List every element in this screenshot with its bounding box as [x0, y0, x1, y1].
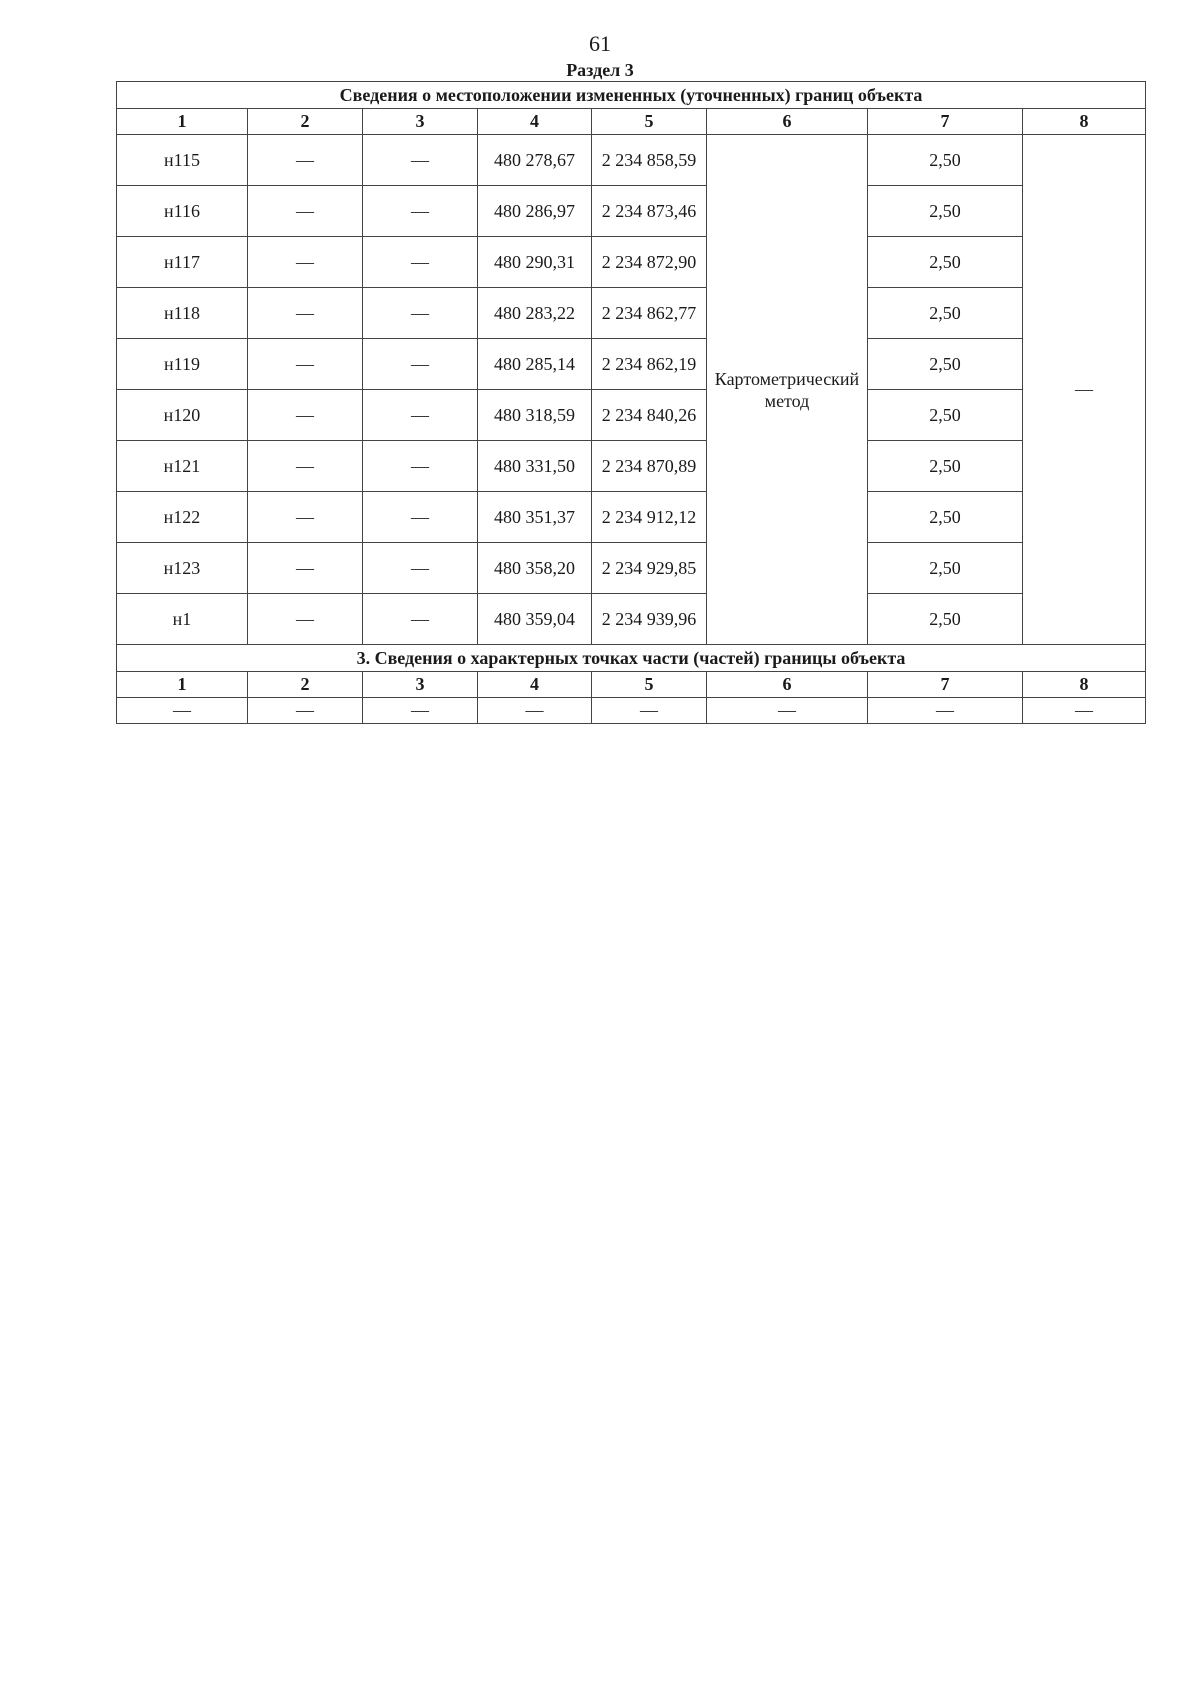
- column-2-cell: —: [248, 594, 363, 645]
- y-coordinate-cell: 2 234 862,19: [592, 339, 707, 390]
- column-2-cell: —: [248, 339, 363, 390]
- table-row: [117, 237, 1146, 288]
- x-coordinate-cell: 480 359,04: [478, 594, 592, 645]
- table-header-row: [117, 109, 1146, 135]
- table-row: [117, 594, 1146, 645]
- point-name-cell: н117: [117, 237, 248, 288]
- point-name-cell: н122: [117, 492, 248, 543]
- empty-cell: —: [363, 698, 478, 724]
- y-coordinate-cell: 2 234 929,85: [592, 543, 707, 594]
- section-title: Раздел 3: [566, 60, 634, 80]
- x-coordinate-cell: 480 283,22: [478, 288, 592, 339]
- column-header: 7: [868, 109, 1023, 135]
- accuracy-cell: 2,50: [868, 237, 1023, 288]
- y-coordinate-cell: 2 234 873,46: [592, 186, 707, 237]
- column-2-cell: —: [248, 237, 363, 288]
- page-number: 61: [589, 31, 611, 56]
- table-row: [117, 186, 1146, 237]
- accuracy-cell: 2,50: [868, 390, 1023, 441]
- column-header: 2: [248, 109, 363, 135]
- accuracy-cell: 2,50: [868, 492, 1023, 543]
- accuracy-cell: 2,50: [868, 186, 1023, 237]
- column-3-cell: —: [363, 288, 478, 339]
- column-2-cell: —: [248, 543, 363, 594]
- column-2-cell: —: [248, 492, 363, 543]
- column-header: 7: [868, 672, 1023, 698]
- column-2-cell: —: [248, 390, 363, 441]
- y-coordinate-cell: 2 234 872,90: [592, 237, 707, 288]
- empty-cell: —: [248, 698, 363, 724]
- column-3-cell: —: [363, 135, 478, 186]
- table-row: [117, 288, 1146, 339]
- column-header: 6: [707, 672, 868, 698]
- column-3-cell: —: [363, 186, 478, 237]
- accuracy-cell: 2,50: [868, 135, 1023, 186]
- parts-section-title-row: [117, 645, 1146, 672]
- column-header: 2: [248, 672, 363, 698]
- column-3-cell: —: [363, 594, 478, 645]
- table-title: Сведения о местоположении измененных (уточненных) границ объекта: [117, 82, 1146, 109]
- column-3-cell: —: [363, 390, 478, 441]
- column-2-cell: —: [248, 441, 363, 492]
- x-coordinate-cell: 480 358,20: [478, 543, 592, 594]
- y-coordinate-cell: 2 234 870,89: [592, 441, 707, 492]
- column-8-cell: —: [1023, 135, 1146, 645]
- table-row: [117, 390, 1146, 441]
- point-name-cell: н118: [117, 288, 248, 339]
- empty-cell: —: [117, 698, 248, 724]
- column-header: 5: [592, 109, 707, 135]
- column-2-cell: —: [248, 186, 363, 237]
- boundary-coordinates-table: [116, 81, 1146, 724]
- column-header: 6: [707, 109, 868, 135]
- column-header: 3: [363, 672, 478, 698]
- x-coordinate-cell: 480 286,97: [478, 186, 592, 237]
- column-header: 8: [1023, 109, 1146, 135]
- y-coordinate-cell: 2 234 840,26: [592, 390, 707, 441]
- column-2-cell: —: [248, 288, 363, 339]
- x-coordinate-cell: 480 290,31: [478, 237, 592, 288]
- y-coordinate-cell: 2 234 912,12: [592, 492, 707, 543]
- accuracy-cell: 2,50: [868, 594, 1023, 645]
- point-name-cell: н119: [117, 339, 248, 390]
- column-3-cell: —: [363, 237, 478, 288]
- column-3-cell: —: [363, 492, 478, 543]
- table-row: [117, 339, 1146, 390]
- column-header: 4: [478, 672, 592, 698]
- x-coordinate-cell: 480 285,14: [478, 339, 592, 390]
- table-row: [117, 543, 1146, 594]
- column-header: 4: [478, 109, 592, 135]
- y-coordinate-cell: 2 234 858,59: [592, 135, 707, 186]
- y-coordinate-cell: 2 234 939,96: [592, 594, 707, 645]
- column-3-cell: —: [363, 339, 478, 390]
- accuracy-cell: 2,50: [868, 441, 1023, 492]
- point-name-cell: н123: [117, 543, 248, 594]
- column-header: 1: [117, 672, 248, 698]
- column-header: 1: [117, 109, 248, 135]
- empty-cell: —: [1023, 698, 1146, 724]
- table-row: [117, 492, 1146, 543]
- point-name-cell: н1: [117, 594, 248, 645]
- column-3-cell: —: [363, 441, 478, 492]
- empty-cell: —: [592, 698, 707, 724]
- empty-cell: —: [478, 698, 592, 724]
- table-title-row: [117, 82, 1146, 109]
- x-coordinate-cell: 480 318,59: [478, 390, 592, 441]
- column-3-cell: —: [363, 543, 478, 594]
- method-cell: Картометрический метод: [707, 135, 868, 645]
- point-name-cell: н116: [117, 186, 248, 237]
- column-header: 8: [1023, 672, 1146, 698]
- table-row: [117, 135, 1146, 186]
- point-name-cell: н120: [117, 390, 248, 441]
- accuracy-cell: 2,50: [868, 543, 1023, 594]
- column-2-cell: —: [248, 135, 363, 186]
- point-name-cell: н115: [117, 135, 248, 186]
- y-coordinate-cell: 2 234 862,77: [592, 288, 707, 339]
- point-name-cell: н121: [117, 441, 248, 492]
- x-coordinate-cell: 480 351,37: [478, 492, 592, 543]
- column-header: 5: [592, 672, 707, 698]
- parts-header-row: [117, 672, 1146, 698]
- empty-cell: —: [707, 698, 868, 724]
- table-row: [117, 441, 1146, 492]
- column-header: 3: [363, 109, 478, 135]
- parts-empty-row: [117, 698, 1146, 724]
- accuracy-cell: 2,50: [868, 288, 1023, 339]
- parts-section-title: 3. Сведения о характерных точках части (частей) границы объекта: [117, 645, 1146, 672]
- accuracy-cell: 2,50: [868, 339, 1023, 390]
- x-coordinate-cell: 480 331,50: [478, 441, 592, 492]
- empty-cell: —: [868, 698, 1023, 724]
- x-coordinate-cell: 480 278,67: [478, 135, 592, 186]
